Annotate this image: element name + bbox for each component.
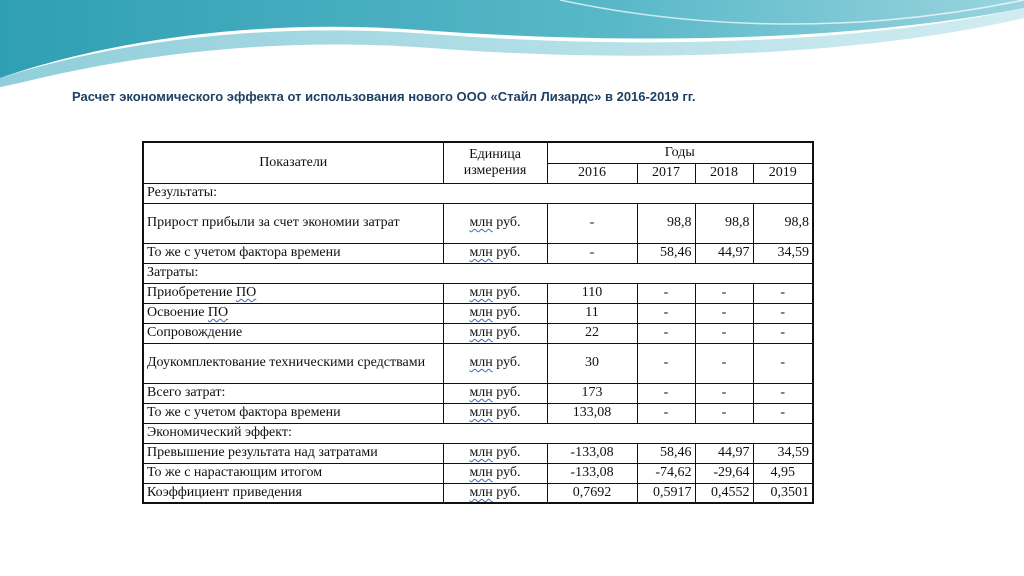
unit-word: млн — [469, 285, 493, 300]
row-unit — [443, 303, 547, 323]
row-unit — [443, 463, 547, 483]
unit-word: млн — [469, 215, 493, 230]
cell-2016: 0,7692 — [547, 483, 637, 503]
row-label: Всего затрат: — [143, 383, 443, 403]
header-unit-line2: измерения — [463, 162, 527, 178]
row-label — [143, 303, 443, 323]
cell-2019: - — [753, 323, 813, 343]
unit-word: млн — [469, 465, 493, 480]
cell-2019: 4,95 — [753, 463, 813, 483]
cell-2019: 34,59 — [753, 443, 813, 463]
cell-2018: 44,97 — [695, 443, 753, 463]
cell-2018: - — [695, 303, 753, 323]
row-label-abbr: ПО — [207, 305, 229, 320]
row-label-abbr: ПО — [235, 285, 257, 300]
row-label — [143, 283, 443, 303]
cell-2019: - — [753, 283, 813, 303]
cell-2018: - — [695, 343, 753, 383]
header-unit-line1: Единица — [469, 146, 521, 162]
cell-2017: 58,46 — [637, 443, 695, 463]
unit-rest: руб. — [492, 484, 521, 500]
cell-2016: 22 — [547, 323, 637, 343]
cell-2019: 98,8 — [753, 203, 813, 243]
header-year: 2019 — [753, 163, 813, 183]
cell-2018: 44,97 — [695, 243, 753, 263]
unit-word: млн — [469, 445, 493, 460]
row-label: Сопровождение — [143, 323, 443, 343]
slide-title: Расчет экономического эффекта от использования нового ООО «Стайл Лизардс» в 2016-2019 гг. — [72, 89, 696, 104]
row-label: Коэффициент приведения — [143, 483, 443, 503]
row-label: Прирост прибыли за счет экономии затрат — [143, 203, 443, 243]
header-indicators: Показатели — [143, 142, 443, 183]
table-row — [143, 443, 813, 463]
cell-2019: 0,3501 — [753, 483, 813, 503]
table-row — [143, 243, 813, 263]
cell-2019: - — [753, 383, 813, 403]
table-row — [143, 303, 813, 323]
economic-effect-table — [142, 141, 814, 504]
table-row — [143, 203, 813, 243]
unit-word: млн — [469, 305, 493, 320]
cell-2017: - — [637, 283, 695, 303]
unit-word: млн — [469, 385, 493, 400]
cell-2017: 58,46 — [637, 243, 695, 263]
cell-2018: - — [695, 403, 753, 423]
unit-word: млн — [469, 325, 493, 340]
unit-rest: руб. — [492, 355, 521, 370]
row-label-text: Освоение — [147, 305, 208, 320]
row-unit — [443, 383, 547, 403]
cell-2018: - — [695, 323, 753, 343]
unit-rest: руб. — [492, 465, 521, 480]
row-label: То же с нарастающим итогом — [143, 463, 443, 483]
header-wave-decoration — [0, 0, 1024, 100]
table-row — [143, 403, 813, 423]
cell-2019: - — [753, 303, 813, 323]
row-unit — [443, 323, 547, 343]
unit-rest: руб. — [492, 215, 521, 230]
cell-2017: 98,8 — [637, 203, 695, 243]
table-row — [143, 323, 813, 343]
unit-rest: руб. — [492, 245, 521, 260]
cell-2017: 0,5917 — [637, 483, 695, 503]
cell-2016: - — [547, 243, 637, 263]
cell-2016: 173 — [547, 383, 637, 403]
cell-2016: - — [547, 203, 637, 243]
row-label: То же с учетом фактора времени — [143, 243, 443, 263]
cell-2017: - — [637, 323, 695, 343]
section-costs: Затраты: — [143, 263, 813, 283]
cell-2018: -29,64 — [695, 463, 753, 483]
row-label: То же с учетом фактора времени — [143, 403, 443, 423]
header-year: 2018 — [695, 163, 753, 183]
section-effect: Экономический эффект: — [143, 423, 813, 443]
row-label-text: Приобретение — [147, 285, 236, 300]
row-unit — [443, 203, 547, 243]
unit-word: млн — [469, 245, 493, 260]
header-unit — [443, 142, 547, 183]
unit-rest: руб. — [492, 325, 521, 340]
table-row — [143, 343, 813, 383]
cell-2016: 133,08 — [547, 403, 637, 423]
unit-word: млн — [469, 405, 493, 420]
header-years-group: Годы — [547, 142, 813, 163]
cell-2019: - — [753, 343, 813, 383]
row-unit — [443, 343, 547, 383]
cell-2019: 34,59 — [753, 243, 813, 263]
row-label: Доукомплектование техническими средствами — [143, 343, 443, 383]
unit-rest: руб. — [492, 385, 521, 400]
unit-rest: руб. — [492, 305, 521, 320]
cell-2016: -133,08 — [547, 443, 637, 463]
row-unit — [443, 283, 547, 303]
cell-2017: - — [637, 403, 695, 423]
row-unit — [443, 403, 547, 423]
cell-2017: - — [637, 343, 695, 383]
cell-2017: -74,62 — [637, 463, 695, 483]
table-row — [143, 483, 813, 503]
unit-rest: руб. — [492, 405, 521, 420]
row-unit — [443, 243, 547, 263]
cell-2018: 0,4552 — [695, 483, 753, 503]
cell-2016: 110 — [547, 283, 637, 303]
unit-rest: руб. — [492, 445, 521, 460]
table-row — [143, 383, 813, 403]
cell-2018: - — [695, 383, 753, 403]
row-unit — [443, 483, 547, 503]
table-row — [143, 463, 813, 483]
section-results: Результаты: — [143, 183, 813, 203]
row-unit — [443, 443, 547, 463]
header-year: 2017 — [637, 163, 695, 183]
cell-2016: 11 — [547, 303, 637, 323]
cell-2016: 30 — [547, 343, 637, 383]
unit-rest: руб. — [492, 285, 521, 300]
cell-2016: -133,08 — [547, 463, 637, 483]
cell-2019: - — [753, 403, 813, 423]
cell-2018: 98,8 — [695, 203, 753, 243]
cell-2018: - — [695, 283, 753, 303]
unit-word: млн — [469, 355, 493, 370]
table-row — [143, 283, 813, 303]
cell-2017: - — [637, 303, 695, 323]
header-year: 2016 — [547, 163, 637, 183]
row-label: Превышение результата над затратами — [143, 443, 443, 463]
unit-word: млн — [469, 484, 493, 500]
cell-2017: - — [637, 383, 695, 403]
